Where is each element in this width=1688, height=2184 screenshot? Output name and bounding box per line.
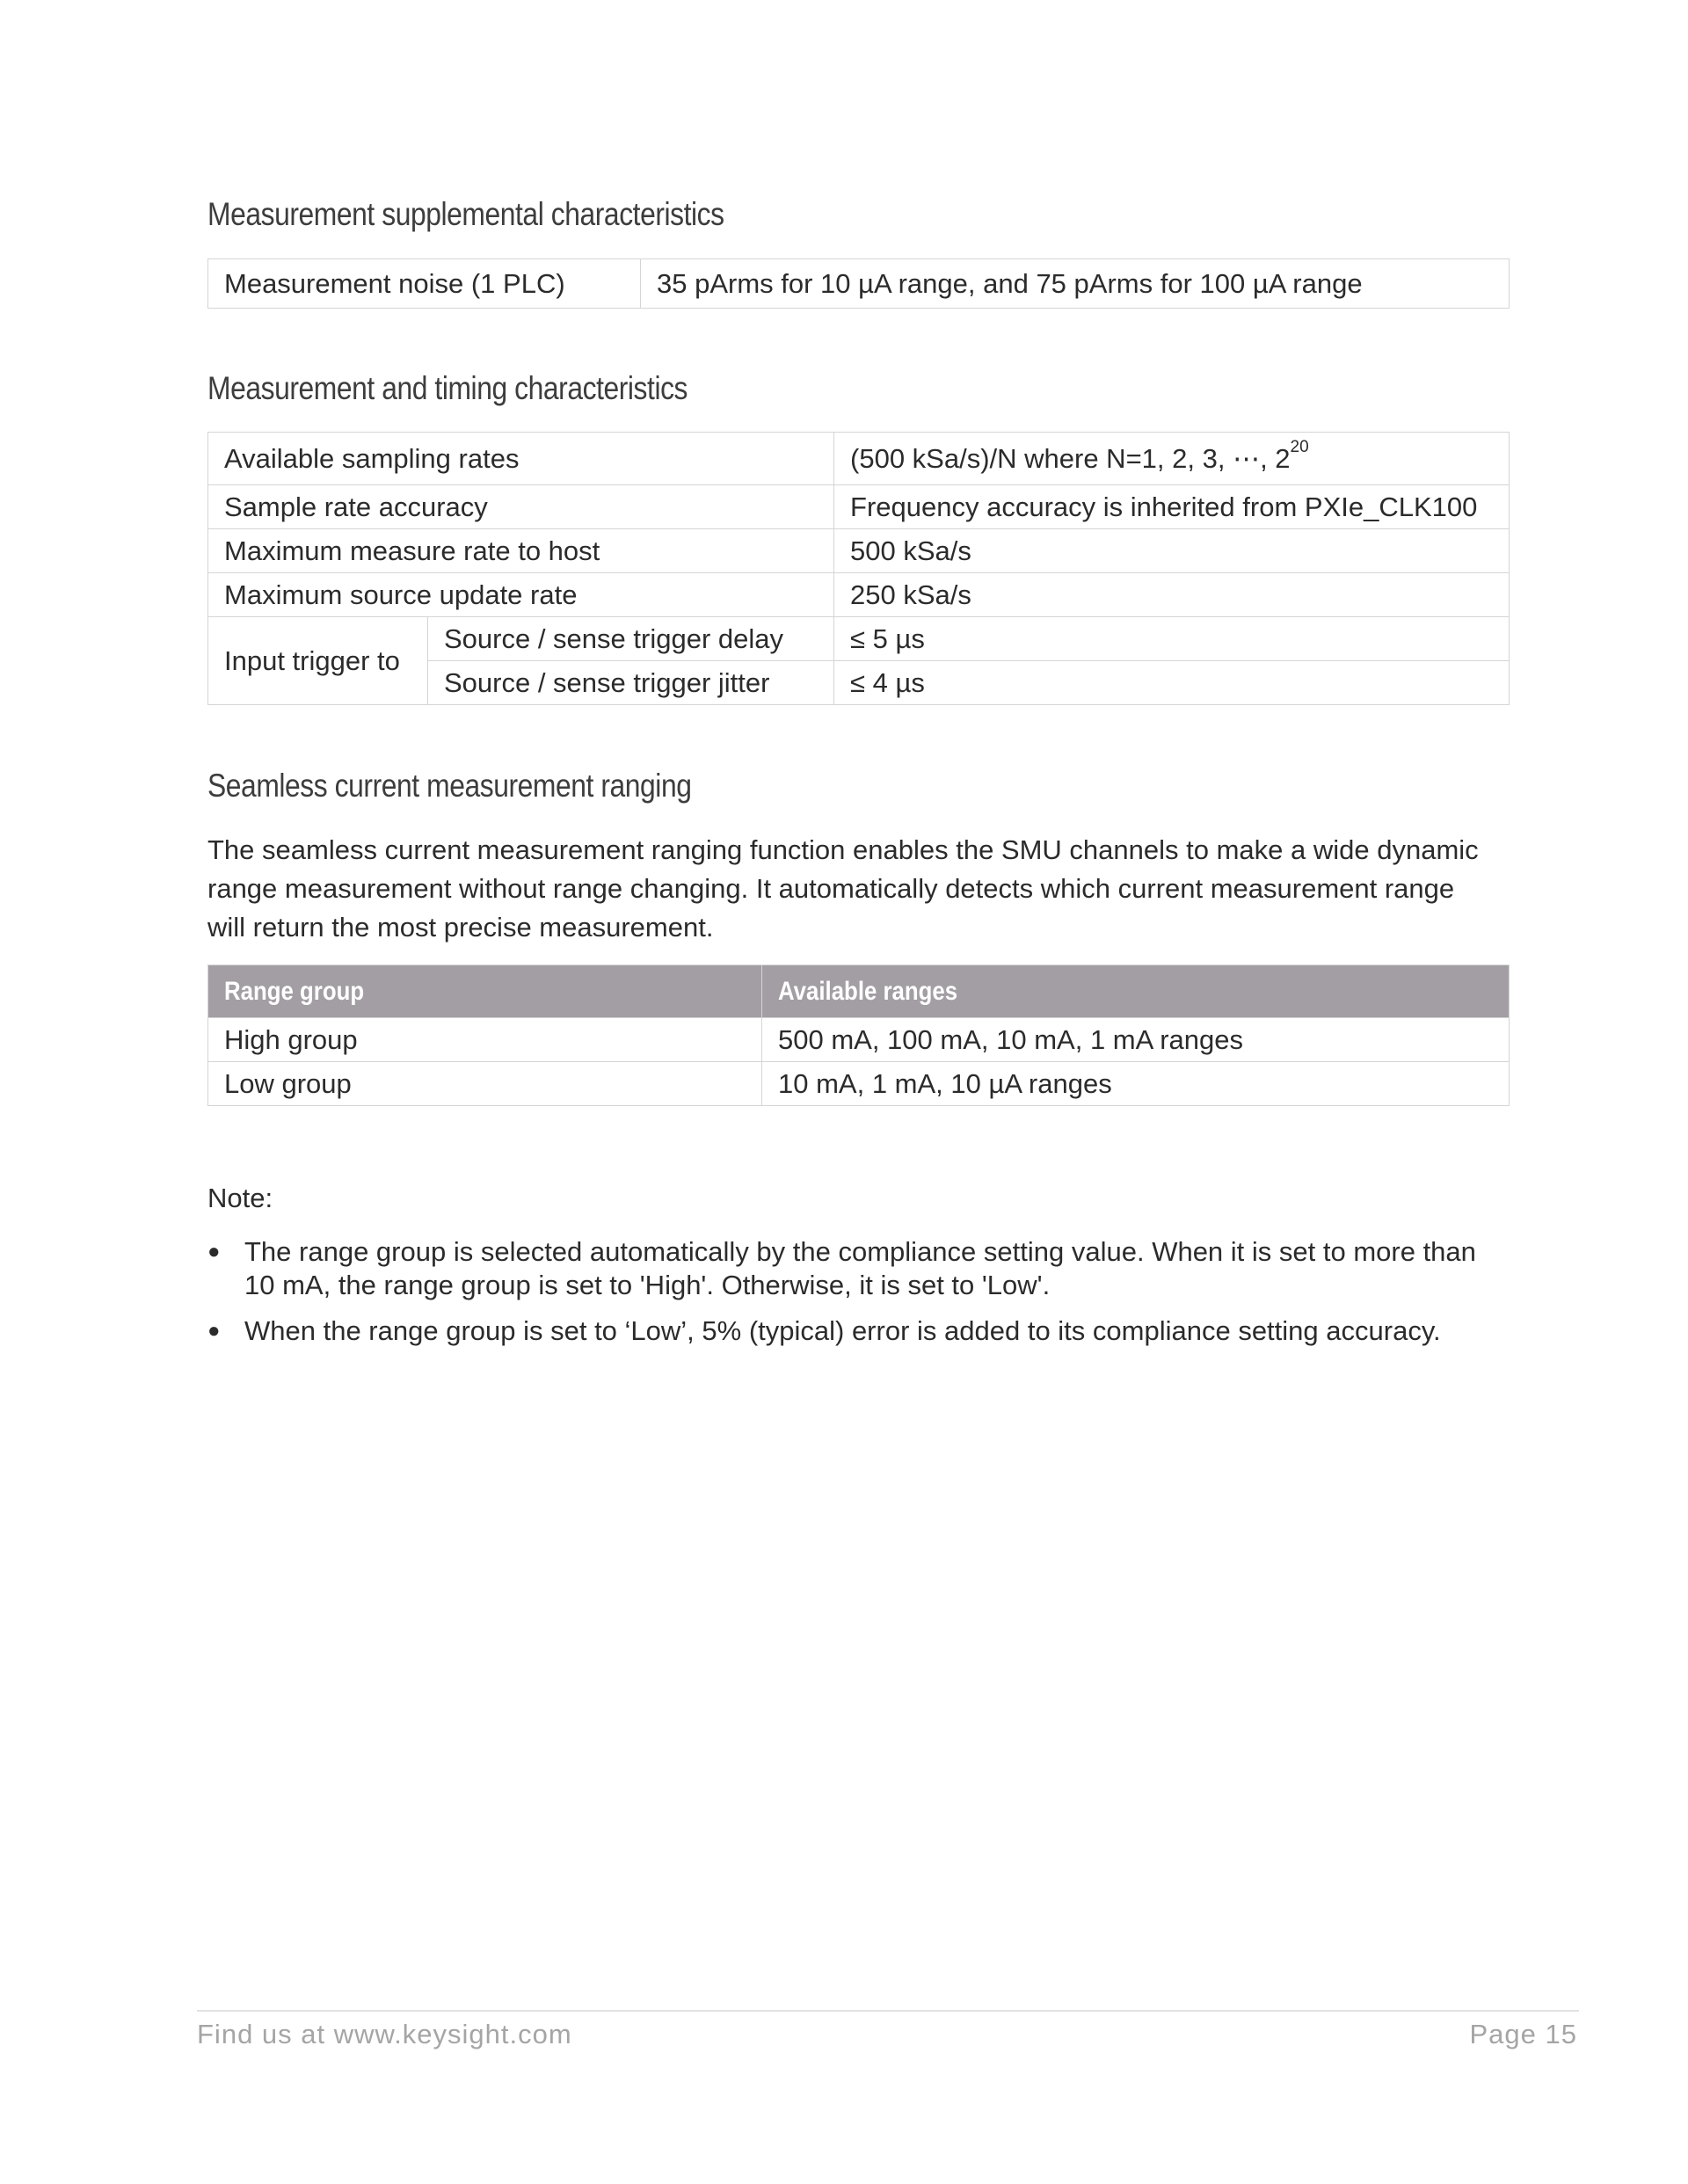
timing-heading: Measurement and timing characteristics: [207, 370, 688, 406]
trigger-delay-label: Source / sense trigger delay: [428, 617, 834, 661]
table-row: [208, 617, 1510, 661]
range-group-table: [207, 965, 1510, 1106]
sampling-rates-label: Available sampling rates: [208, 433, 834, 485]
list-item: [207, 1235, 1509, 1302]
bullet-line: The range group is selected automatically by the compliance setting value. When it is set to more than: [244, 1236, 1476, 1267]
column-header: Available ranges: [762, 965, 1510, 1018]
max-measure-rate-label: Maximum measure rate to host: [208, 529, 834, 573]
table-row: [208, 433, 1510, 485]
note-label: Note:: [207, 1183, 273, 1213]
bullet-icon: ●: [207, 1240, 221, 1263]
input-trigger-label: Input trigger to: [208, 617, 428, 705]
table-row: [208, 485, 1510, 529]
footer-website: Find us at www.keysight.com: [197, 2019, 572, 2049]
page-number: Page 15: [1469, 2019, 1577, 2049]
bullet-icon: ●: [207, 1319, 221, 1343]
noise-label: Measurement noise (1 PLC): [208, 259, 641, 309]
noise-value: 35 pArms for 10 µA range, and 75 pArms for 100 µA range: [641, 259, 1510, 309]
sampling-rates-value: (500 kSa/s)/N where N=1, 2, 3, ⋯, $2^{20}$: [834, 433, 1510, 485]
column-header: Range group: [208, 965, 762, 1018]
paragraph-line: The seamless current measurement ranging function enables the SMU channels to make a wide dynamic: [207, 834, 1479, 865]
table-header-row: [208, 965, 1510, 1018]
footer-divider: [197, 2010, 1579, 2012]
sample-rate-accuracy-value: Frequency accuracy is inherited from PXIe_CLK100: [834, 485, 1510, 529]
max-source-update-value: 250 kSa/s: [834, 573, 1510, 617]
sampling-rates-exponent: 20: [1290, 437, 1309, 456]
seamless-heading: Seamless current measurement ranging: [207, 768, 692, 804]
bullet-line: 10 mA, the range group is set to 'High'. Otherwise, it is set to 'Low'.: [244, 1270, 1051, 1300]
paragraph-line: will return the most precise measurement.: [207, 912, 714, 943]
note-list: [207, 1235, 1509, 1360]
bullet-line: When the range group is set to ‘Low’, 5% (typical) error is added to its compliance setting accuracy.: [244, 1315, 1441, 1346]
sample-rate-accuracy-label: Sample rate accuracy: [208, 485, 834, 529]
table-row: [208, 1018, 1510, 1062]
supplemental-heading: Measurement supplemental characteristics: [207, 196, 724, 232]
trigger-delay-value: ≤ 5 µs: [834, 617, 1510, 661]
seamless-paragraph: [207, 831, 1526, 947]
max-measure-rate-value: 500 kSa/s: [834, 529, 1510, 573]
table-row: [208, 573, 1510, 617]
max-source-update-label: Maximum source update rate: [208, 573, 834, 617]
trigger-jitter-value: ≤ 4 µs: [834, 661, 1510, 705]
timing-table: [207, 432, 1510, 705]
trigger-jitter-label: Source / sense trigger jitter: [428, 661, 834, 705]
table-row: [208, 529, 1510, 573]
table-row: [208, 259, 1510, 309]
list-item: [207, 1314, 1509, 1348]
range-group-cell: Low group: [208, 1062, 762, 1106]
paragraph-line: range measurement without range changing. It automatically detects which current measurement range: [207, 873, 1455, 904]
available-ranges-cell: 500 mA, 100 mA, 10 mA, 1 mA ranges: [762, 1018, 1510, 1062]
available-ranges-cell: 10 mA, 1 mA, 10 µA ranges: [762, 1062, 1510, 1106]
supplemental-table: [207, 258, 1510, 309]
table-row: [208, 1062, 1510, 1106]
range-group-cell: High group: [208, 1018, 762, 1062]
